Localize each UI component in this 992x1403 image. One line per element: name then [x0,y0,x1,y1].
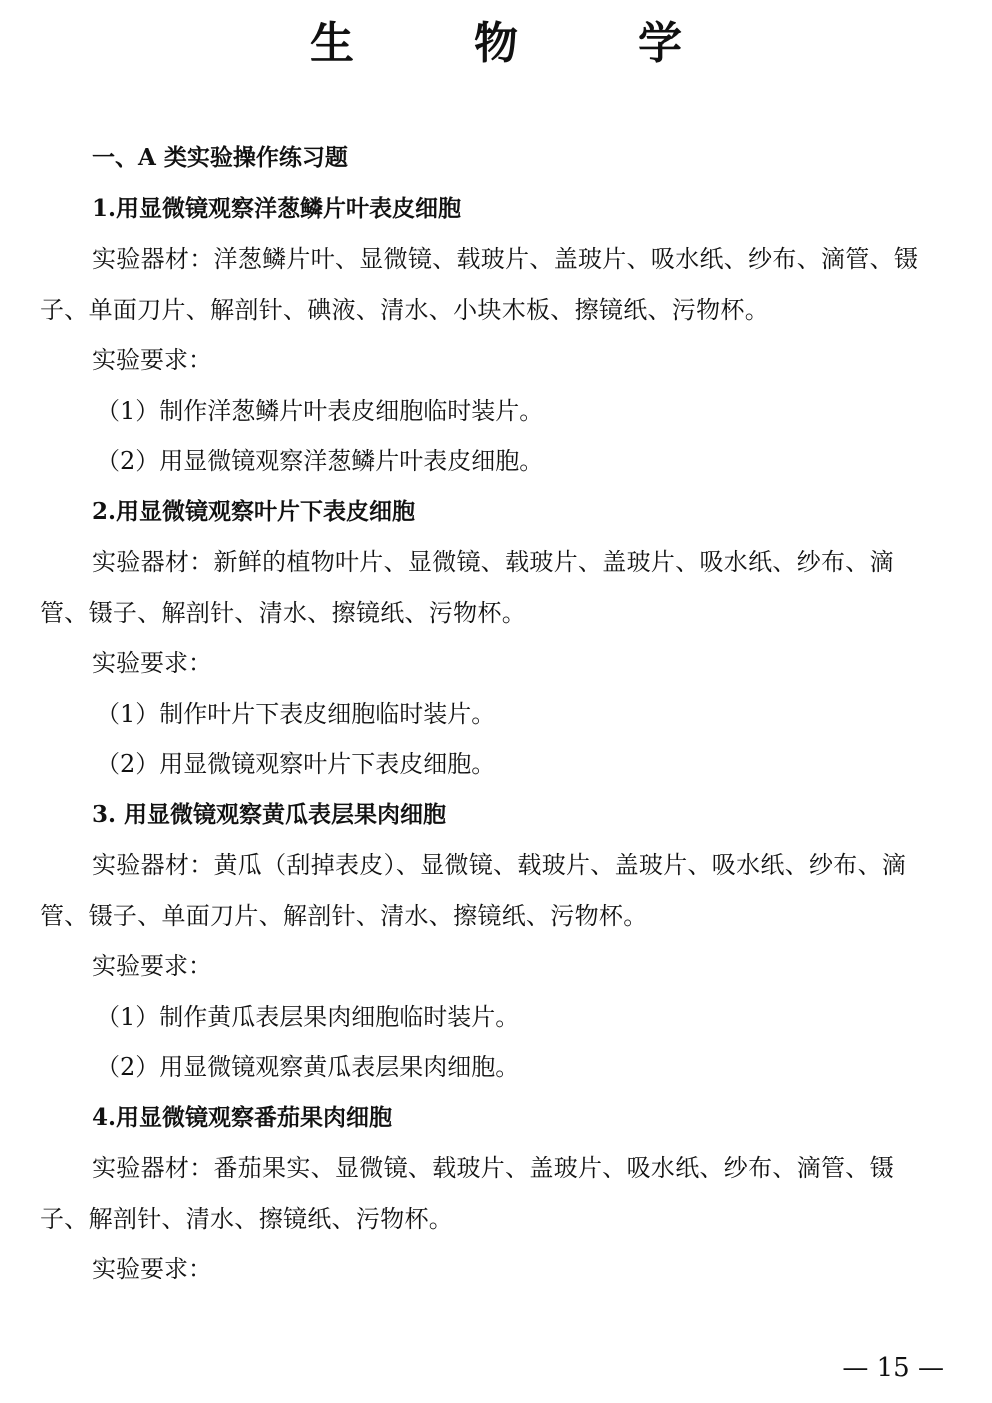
requirement-item: （2）用显微镜观察叶片下表皮细胞。 [96,750,496,778]
experiment-4 [40,1093,940,1295]
page-title: 生 物 学 [310,18,720,69]
experiment-materials: 实验器材：番茄果实、显微镜、载玻片、盖玻片、吸水纸、纱布、滴管、镊子、解剖针、清水、擦镜纸、污物杯。 [40,1154,894,1233]
requirement-item: （1）制作洋葱鳞片叶表皮细胞临时装片。 [96,396,544,425]
requirement-item: （1）制作黄瓜表层果肉细胞临时装片。 [96,1002,520,1031]
requirement-item: （2）用显微镜观察黄瓜表层果肉细胞。 [96,1053,520,1081]
experiment-title: 3. 用显微镜观察黄瓜表层果肉细胞 [92,800,447,828]
experiment-3 [40,790,940,1093]
experiment-materials: 实验器材：洋葱鳞片叶、显微镜、载玻片、盖玻片、吸水纸、纱布、滴管、镊子、单面刀片、解剖针、碘液、清水、小块木板、擦镜纸、污物杯。 [40,245,919,324]
experiment-1 [40,184,940,487]
experiment-materials: 实验器材：新鲜的植物叶片、显微镜、载玻片、盖玻片、吸水纸、纱布、滴管、镊子、解剖针、清水、擦镜纸、污物杯。 [40,548,894,627]
experiment-title: 4.用显微镜观察番茄果肉细胞 [92,1103,393,1131]
section-heading: 一、A 类实验操作练习题 [92,144,348,171]
requirement-item: （2）用显微镜观察洋葱鳞片叶表皮细胞。 [96,447,544,475]
document-body [40,133,940,1295]
requirements-label: 实验要求： [92,346,212,374]
experiment-materials: 实验器材：黄瓜（刮掉表皮）、显微镜、载玻片、盖玻片、吸水纸、纱布、滴管、镊子、单面刀片、解剖针、清水、擦镜纸、污物杯。 [40,851,907,930]
requirement-item: （1）制作叶片下表皮细胞临时装片。 [96,699,496,728]
page-number: — 15 — [842,1353,944,1383]
experiment-title: 1.用显微镜观察洋葱鳞片叶表皮细胞 [92,194,462,222]
experiment-title: 2.用显微镜观察叶片下表皮细胞 [92,497,416,525]
experiment-2 [40,487,940,790]
requirements-label: 实验要求： [92,1255,212,1283]
requirements-label: 实验要求： [92,649,212,677]
requirements-label: 实验要求： [92,952,212,980]
